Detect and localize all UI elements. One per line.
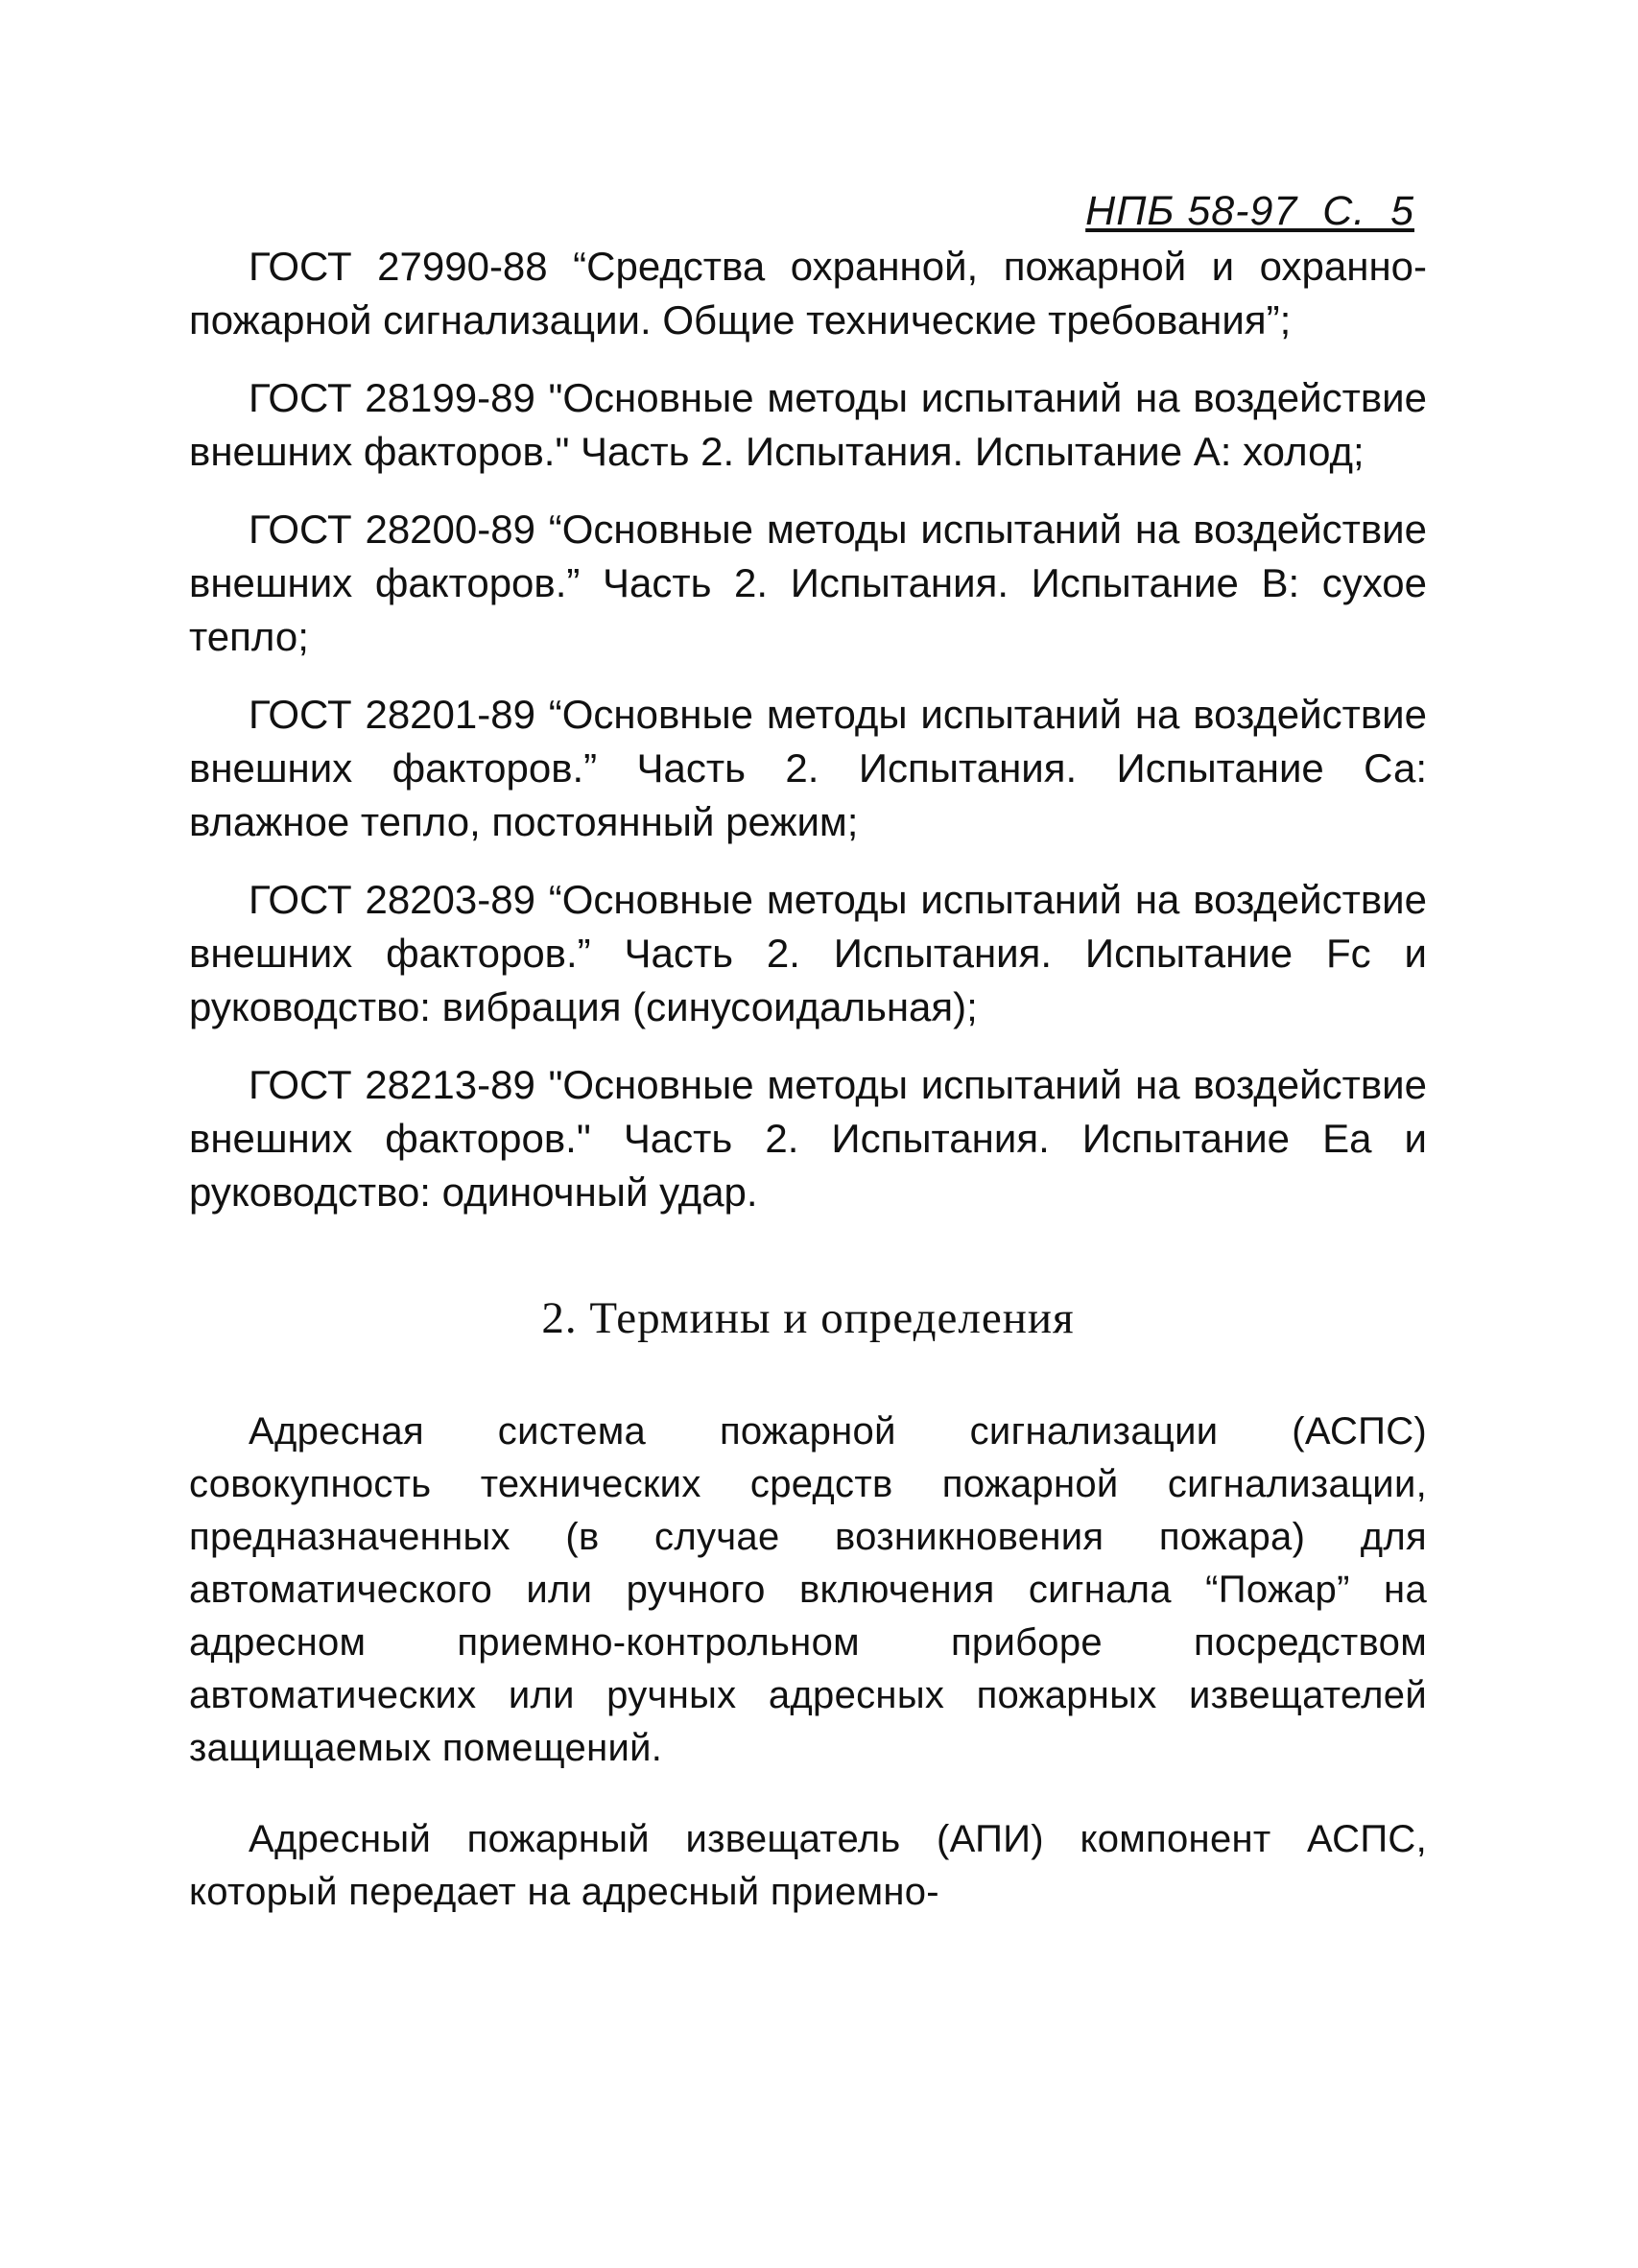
- reference-gost-28201: ГОСТ 28201-89 “Основные методы испытаний на воздействие внешних факторов.” Часть 2. Испытания. Испытание Са: влажное тепло, постоянный режим;: [189, 692, 1427, 844]
- reference-gost-27990: ГОСТ 27990-88 “Средства охранной, пожарной и охранно-пожарной сигнализации. Общие технические требования”;: [189, 244, 1427, 343]
- page-body: [189, 240, 1427, 1957]
- reference-gost-28199: ГОСТ 28199-89 "Основные методы испытаний на воздействие внешних факторов." Часть 2. Испытания. Испытание А: холод;: [189, 375, 1427, 474]
- reference-gost-28203: ГОСТ 28203-89 “Основные методы испытаний на воздействие внешних факторов.” Часть 2. Испытания. Испытание Fc и руководство: вибрация (синусоидальная);: [189, 877, 1427, 1029]
- reference-gost-28200: ГОСТ 28200-89 “Основные методы испытаний на воздействие внешних факторов.” Часть 2. Испытания. Испытание В: сухое тепло;: [189, 507, 1427, 659]
- definition-aspc: Адресная система пожарной сигнализации (АСПС) совокупность технических средств пожарной сигнализации, предназначенных (в случае возникновения пожара) для автоматического или ручного включения сигнала “Пожар” на адресном приемно-контрольном приборе посредством автоматических или ручных адресных пожарных извещателей защищаемых помещений.: [189, 1410, 1427, 1769]
- reference-gost-28213: ГОСТ 28213-89 "Основные методы испытаний на воздействие внешних факторов." Часть 2. Испытания. Испытание Еа и руководство: одиночный удар.: [189, 1062, 1427, 1215]
- definition-api: Адресный пожарный извещатель (АПИ) компонент АСПС, который передает на адресный приемно-: [189, 1818, 1427, 1913]
- running-head: НПБ 58-97 С. 5: [1085, 188, 1414, 234]
- section-heading: 2. Термины и определения: [541, 1293, 1075, 1343]
